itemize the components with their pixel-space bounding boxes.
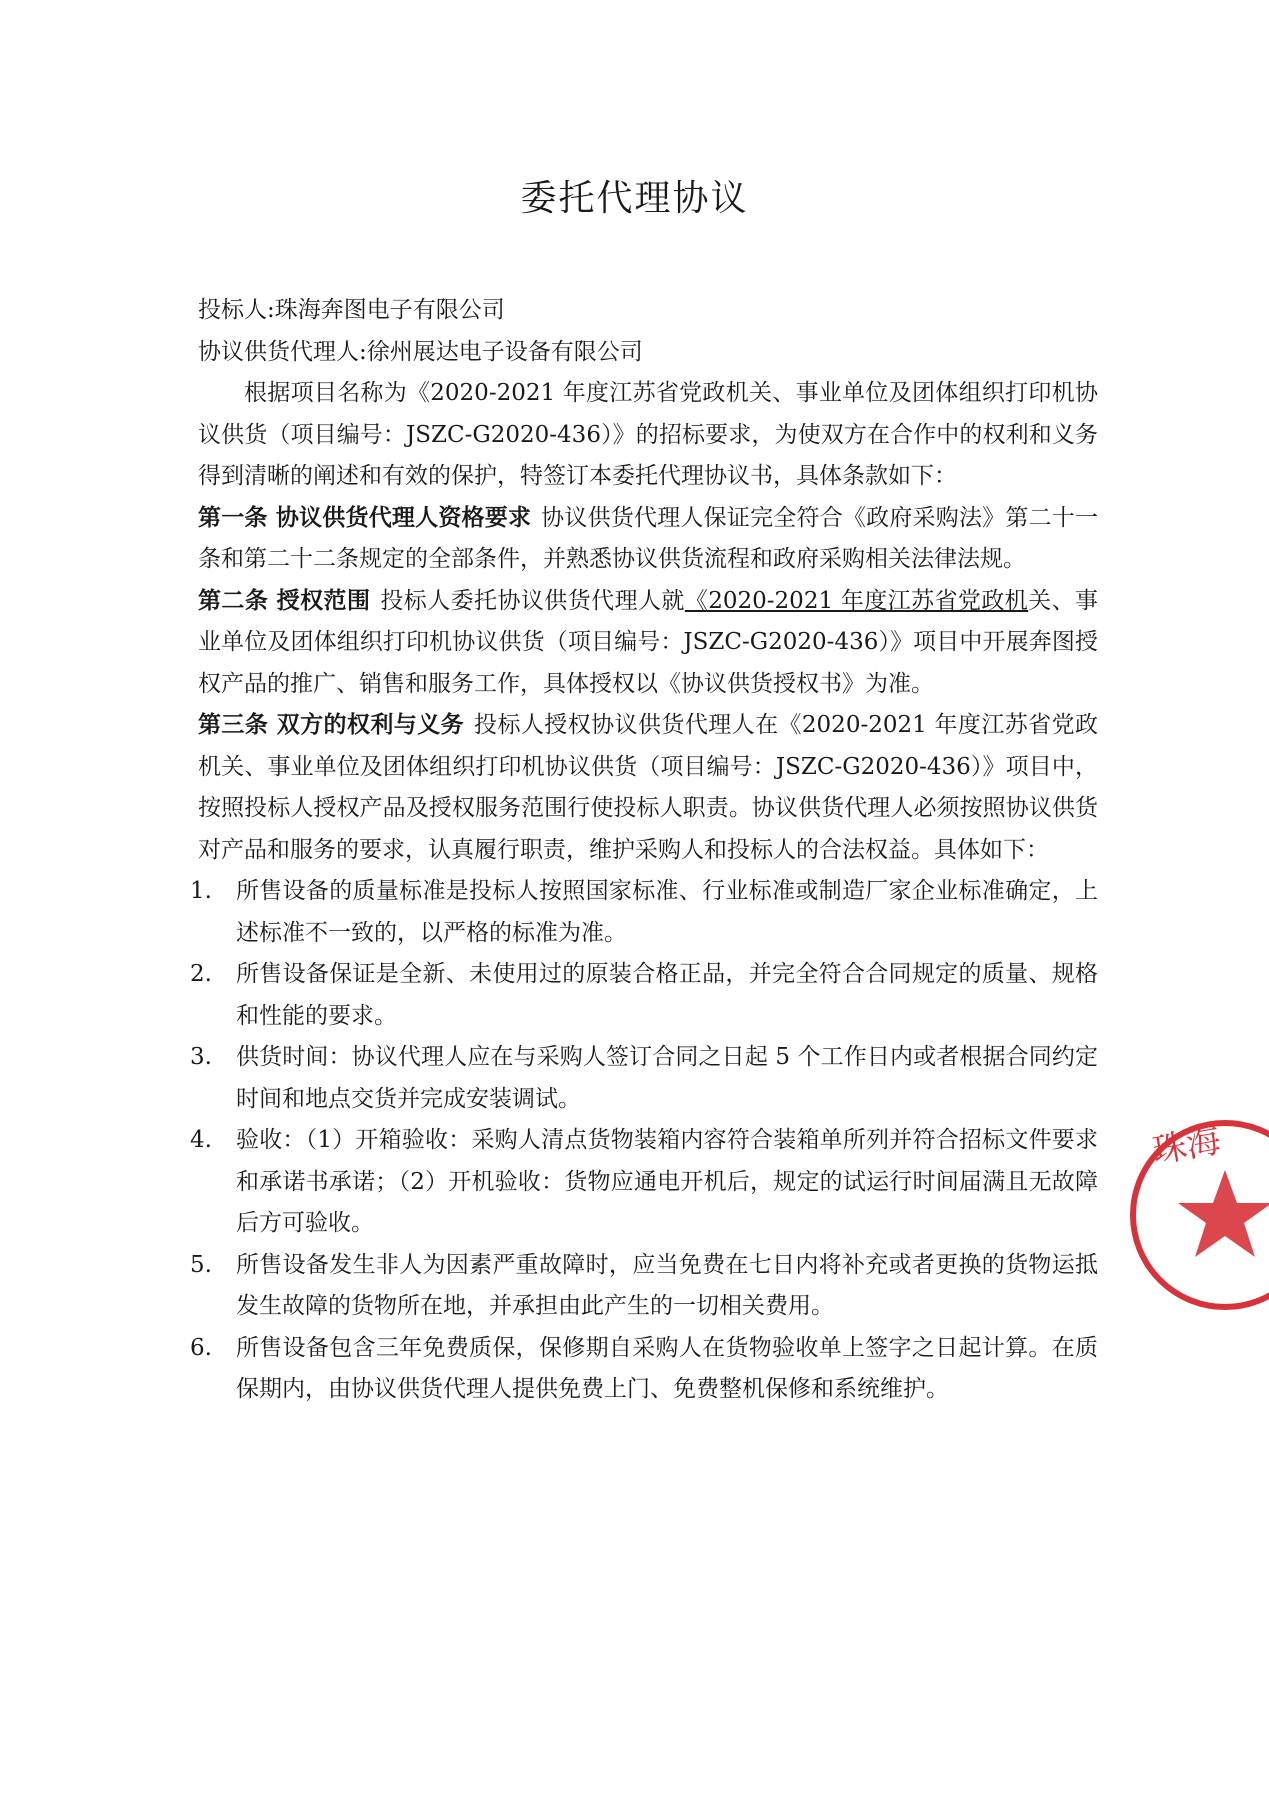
list-item-number: 1. [190, 878, 212, 904]
clause-1-heading: 第一条 协议供货代理人资格要求 [198, 504, 532, 531]
intro-paragraph: 根据项目名称为《2020-2021 年度江苏省党政机关、事业单位及团体组织打印机协议供货（项目编号：JSZC-G2020-436）》的招标要求，为使双方在合作中的权利和义务得到清晰的阐述和有效的保护，特签订本委托代理协议书，具体条款如下： [198, 380, 1098, 489]
obligations-list [190, 871, 1098, 1411]
clause-1 [198, 498, 1098, 581]
list-item-text: 所售设备包含三年免费质保，保修期自采购人在货物验收单上签字之日起计算。在质保期内，由协议供货代理人提供免费上门、免费整机保修和系统维护。 [236, 1334, 1098, 1402]
agent-line: 协议供货代理人:徐州展达电子设备有限公司 [198, 338, 643, 365]
list-item-number: 2. [190, 961, 212, 987]
list-item [190, 871, 1098, 954]
list-item-text: 所售设备的质量标准是投标人按照国家标准、行业标准或制造厂家企业标准确定，上述标准不一致的，以严格的标准为准。 [236, 878, 1098, 946]
clause-2-heading: 第二条 授权范围 [198, 587, 371, 614]
list-item-text: 所售设备保证是全新、未使用过的原装合格正品，并完全符合合同规定的质量、规格和性能的要求。 [236, 961, 1098, 1029]
clause-2-text-b: 关、事业单位及团体组织打印机协议供货（项目编号：JSZC-G2020-436）》项目中开展奔图授权产品的推广、销售和服务工作，具体授权以《协议供货授权书》为准。 [198, 587, 1099, 697]
clause-2-underlined-text: 《2020-2021 年度江苏省党政机 [684, 587, 1029, 614]
list-item-number: 6. [190, 1334, 212, 1361]
list-item-number: 5. [190, 1251, 212, 1278]
seal-text: 珠海 [1149, 1120, 1224, 1172]
company-seal-stamp [1125, 1115, 1269, 1315]
clause-2-text-a: 投标人委托协议供货代理人就 [380, 587, 685, 614]
document-body [190, 290, 1099, 1411]
clause-1-text: 协议供货代理人保证完全符合《政府采购法》第二十一条和第二十二条规定的全部条件，并熟悉协议供货流程和政府采购相关法律法规。 [198, 504, 1099, 572]
clause-3 [198, 705, 1098, 871]
list-item-number: 3. [190, 1044, 212, 1070]
bidder-line: 投标人:珠海奔图电子有限公司 [198, 297, 505, 323]
list-item [190, 1328, 1098, 1411]
clause-3-heading: 第三条 双方的权利与义务 [198, 712, 465, 738]
list-item [190, 954, 1098, 1037]
clause-2 [198, 581, 1098, 706]
clause-3-text: 投标人授权协议供货代理人在《2020-2021 年度江苏省党政机关、事业单位及团体组织打印机协议供货（项目编号：JSZC-G2020-436）》项目中，按照投标人授权产品及授权服务范围行使投标人职责。协议供货代理人必须按照协议供货对产品和服务的要求，认真履行职责，维护采购人和投标人的合法权益。具体如下： [198, 712, 1098, 863]
list-item-number: 4. [190, 1127, 212, 1153]
list-item-text: 验收：（1）开箱验收：采购人清点货物装箱内容符合装箱单所列并符合招标文件要求和承诺书承诺；（2）开机验收：货物应通电开机后，规定的试运行时间届满且无故障后方可验收。 [236, 1127, 1098, 1236]
seal-star-icon [1178, 1170, 1269, 1257]
list-item [190, 1245, 1098, 1328]
list-item [190, 1037, 1098, 1120]
list-item-text: 供货时间：协议代理人应在与采购人签订合同之日起 5 个工作日内或者根据合同约定时间和地点交货并完成安装调试。 [236, 1044, 1098, 1112]
document-title: 委托代理协议 [520, 178, 749, 219]
list-item-text: 所售设备发生非人为因素严重故障时，应当免费在七日内将补充或者更换的货物运抵发生故障的货物所在地，并承担由此产生的一切相关费用。 [236, 1251, 1098, 1319]
list-item [190, 1120, 1098, 1245]
